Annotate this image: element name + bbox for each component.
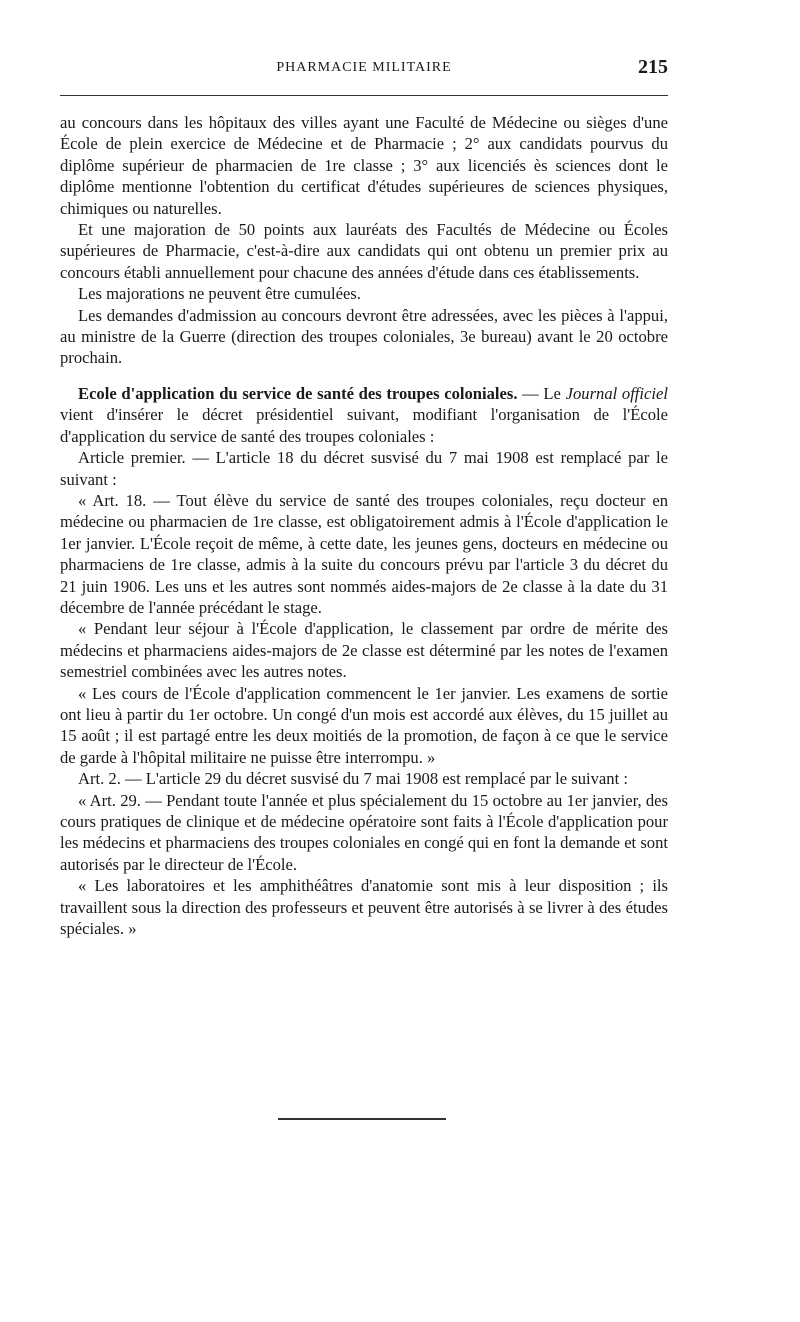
paragraph: « Pendant leur séjour à l'École d'application, le classement par ordre de mérite des médecins et pharmaciens aides-majors de 2e classe est déterminé par les notes de l'examen semestriel combinées avec les autres notes. xyxy=(60,619,668,682)
paragraph: « Art. 29. — Pendant toute l'année et plus spécialement du 15 octobre au 1er janvier, des cours pratiques de clinique et de médecine opératoire sont faits à l'École d'application pour les médecins et pharmaciens des troupes coloniales en congé qui en font la demande et sont autorisés par le directeur de l'École. xyxy=(60,790,668,874)
body-text xyxy=(60,112,668,939)
header-rule xyxy=(60,95,668,96)
paragraph: « Art. 18. — Tout élève du service de santé des troupes coloniales, reçu docteur en médecine ou pharmacien de 1re classe, est obligatoirement admis à l'École d'application le 1er janvier. L'École reçoit de même, à cette date, les jeunes gens, docteurs en médecine ou pharmaciens de 1re classe, admis à la suite du concours prévu par l'article 3 du décret du 21 juin 1906. Les uns et les autres sont nommés aides-majors de 2e classe à la date du 31 décembre de l'année précédant le stage. xyxy=(60,490,668,617)
running-title: PHARMACIE MILITAIRE xyxy=(276,60,452,75)
paragraph: au concours dans les hôpitaux des villes ayant une Faculté de Médecine ou sièges d'une École de plein exercice de Médecine et de Pharmacie ; 2° aux candidats pourvus du diplôme supérieur de pharmacien de 1re classe ; 3° aux licenciés ès sciences dont le diplôme mentionne l'obtention du certificat d'études supérieures de sciences physiques, chimiques ou naturelles. xyxy=(60,113,668,218)
paragraph: Art. 2. — L'article 29 du décret susvisé du 7 mai 1908 est remplacé par le suivant : xyxy=(78,769,628,789)
paragraph: Et une majoration de 50 points aux lauréats des Facultés de Médecine ou Écoles supérieures de Pharmacie, c'est-à-dire aux candidats qui ont obtenu un premier prix au concours établi annuellement pour chacune des années d'étude dans ces établissements. xyxy=(60,220,668,282)
section-paragraph xyxy=(60,383,668,447)
end-rule xyxy=(278,1118,446,1120)
paragraph: « Les cours de l'École d'application commencent le 1er janvier. Les examens de sortie ont lieu à partir du 1er octobre. Un congé d'un mois est accordé aux élèves, du 15 juillet au 15 août ; il est partagé entre les deux moitiés de la promotion, de façon à ce que le service de garde à l'hôpital militaire ne puisse être interrompu. » xyxy=(60,683,668,767)
journal-title: Journal officiel xyxy=(565,383,668,403)
paragraph: Les demandes d'admission au concours devront être adressées, avec les pièces à l'appui, au ministre de la Guerre (direction des troupes coloniales, 3e bureau) avant le 20 octobre prochain. xyxy=(60,305,668,368)
section-text: vient d'insérer le décret présidentiel suivant, modifiant l'organisation de l'École d'application du service de santé des troupes coloniales : xyxy=(60,405,668,446)
paragraph: « Les laboratoires et les amphithéâtres d'anatomie sont mis à leur disposition ; ils travaillent sous la direction des professeurs et peuvent être autorisés à se livrer à des études spéciales. » xyxy=(60,876,668,939)
page-header xyxy=(60,58,668,82)
section-heading: Ecole d'application du service de santé des troupes coloniales. xyxy=(78,383,518,403)
paragraph: Les majorations ne peuvent être cumulées. xyxy=(78,284,361,304)
paragraph: Article premier. — L'article 18 du décret susvisé du 7 mai 1908 est remplacé par le suivant : xyxy=(60,448,668,489)
page-number: 215 xyxy=(638,56,668,78)
section-dash: — Le xyxy=(517,383,566,403)
